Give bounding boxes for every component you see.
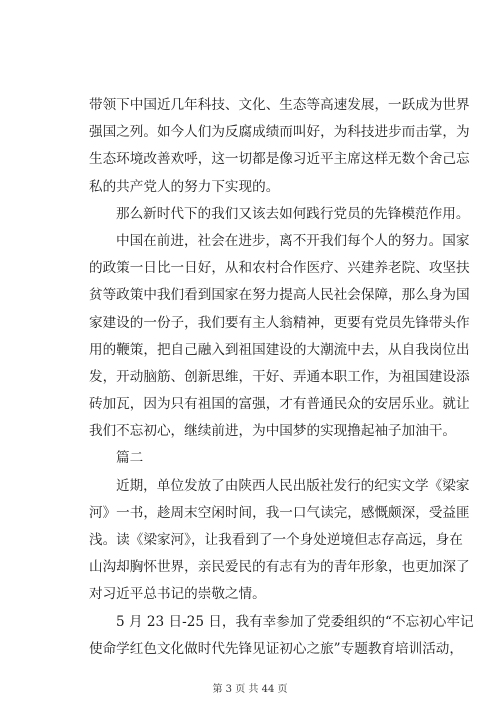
text-line: 我们不忘初心，继续前进，为中国梦的实现撸起袖子加油干。 [89,423,457,440]
text-line: 用的鞭策，把自己融入到祖国建设的大潮流中去，从自我岗位出 [89,341,470,358]
text-line: 中国在前进，社会在进步，离不开我们每个人的努力。国家 [116,232,470,249]
text-line: 私的共产党人的努力下实现的。 [89,178,280,195]
text-line: 砖加瓦，因为只有祖国的富强，才有普通民众的安居乐业。就让 [89,396,470,413]
text-line: 贫等政策中我们看到国家在努力提高人民社会保障，那么身为国 [89,287,470,304]
page-footer: 第 3 页 共 44 页 [212,684,288,695]
text-line: 山沟却胸怀世界，亲民爱民的有志有为的青年形象，也更加深了 [89,559,470,576]
section-heading: 篇二 [116,450,144,467]
text-line: 强国之列。如今人们为反腐成绩而叫好，为科技进步而击掌，为 [89,124,470,141]
body-text [89,92,474,663]
text-line: 5 月 23 日-25 日，我有幸参加了党委组织的“不忘初心牢记 [116,613,474,630]
text-line: 浅。读《梁家河》，让我看到了一个身处逆境但志存高远，身在 [89,532,463,548]
text-line: 对习近平总书记的崇敬之情。 [89,586,266,603]
text-line: 河》一书，趁周末空闲时间，我一口气读完，感慨颇深，受益匪 [89,504,470,521]
text-line: 那么新时代下的我们又该去如何践行党员的先锋模范作用。 [116,205,470,222]
text-line: 发，开动脑筋、创新思维，干好、弄通本职工作，为祖国建设添 [89,368,470,385]
text-line: 家建设的一份子，我们要有主人翁精神，更要有党员先锋带头作 [89,314,470,331]
text-line: 带领下中国近几年科技、文化、生态等高速发展，一跃成为世界 [89,97,470,113]
text-line: 近期，单位发放了由陕西人民出版社发行的纪实文学《梁家 [116,477,470,494]
text-line: 的政策一日比一日好，从和农村合作医疗、兴建养老院、攻坚扶 [89,260,470,277]
text-line: 生态环境改善欢呼，这一切都是像习近平主席这样无数个舍己忘 [89,151,470,168]
text-line: 使命学红色文化做时代先锋见证初心之旅”专题教育培训活动， [89,640,463,657]
